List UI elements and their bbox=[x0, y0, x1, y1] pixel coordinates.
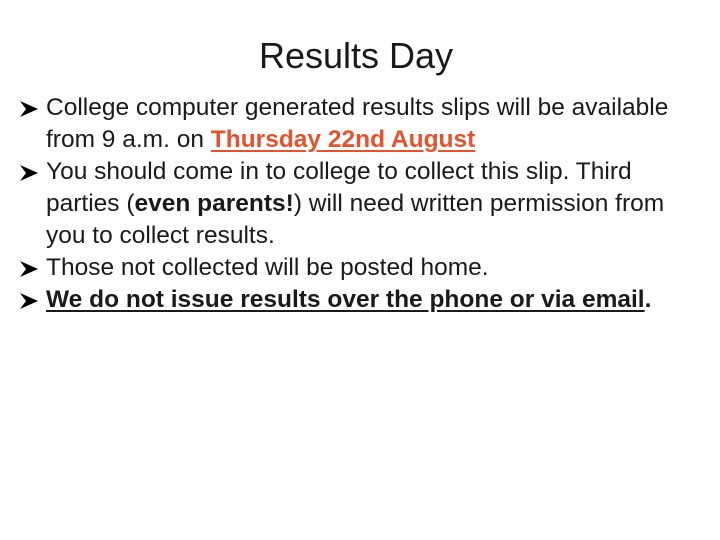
arrow-bullet-icon bbox=[18, 98, 40, 120]
bullet-bold-underlined-text: We do not issue results over the phone or via email bbox=[46, 286, 645, 313]
arrow-bullet-icon bbox=[18, 258, 40, 280]
bullet-text-after: . bbox=[644, 286, 652, 313]
bullet-item-collect-slip bbox=[18, 156, 708, 252]
bullet-item-posted-home bbox=[18, 252, 708, 284]
bullet-text: You should come in to college to collect this slip. Third parties ( bbox=[46, 158, 632, 217]
bullet-text: Those not collected will be posted home. bbox=[46, 254, 489, 281]
bullet-text: College computer generated results slips will be available from 9 a.m. on bbox=[46, 94, 669, 153]
bullet-bold-text: even parents! bbox=[134, 190, 294, 217]
results-date: Thursday 22nd August bbox=[210, 126, 476, 153]
arrow-bullet-icon bbox=[18, 290, 40, 312]
bullet-item-no-phone-email bbox=[18, 284, 708, 316]
bullet-item-results-slips bbox=[18, 92, 708, 156]
bullet-text-after: ) will need written permission from you to collect results. bbox=[46, 190, 665, 249]
arrow-bullet-icon bbox=[18, 162, 40, 184]
slide-title: Results Day bbox=[258, 35, 454, 76]
bullet-list bbox=[18, 92, 708, 316]
